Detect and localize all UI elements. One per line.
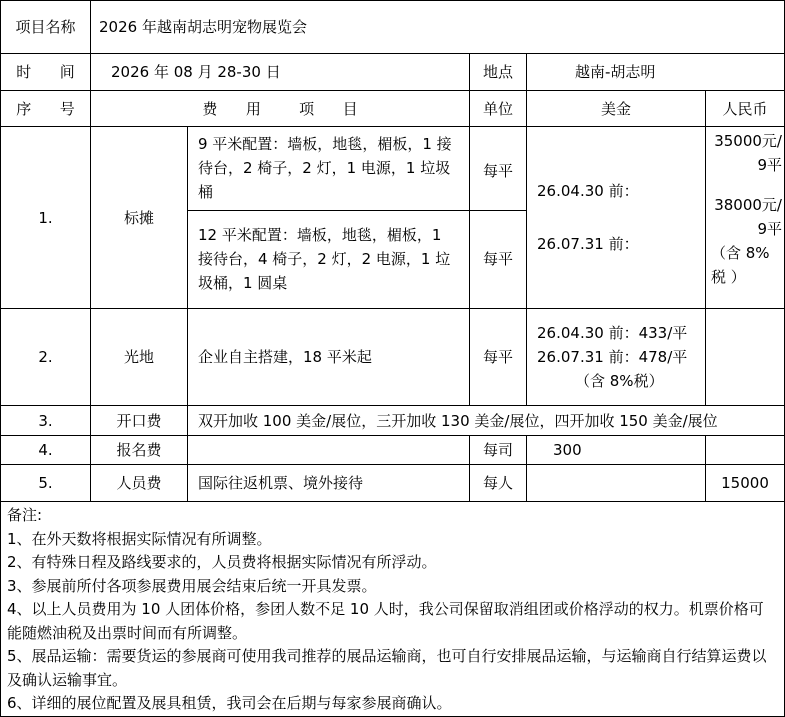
space-usd-line3: （含 8%税） bbox=[575, 372, 664, 390]
space-rmb bbox=[706, 309, 785, 406]
note-item: 2、有特殊日程及路线要求的，人员费将根据实际情况有所浮动。 bbox=[7, 553, 437, 571]
project-label: 项目名称 bbox=[1, 1, 91, 54]
opening-row bbox=[1, 406, 785, 436]
opening-name: 开口费 bbox=[91, 406, 188, 436]
space-usd-line1: 26.04.30 前：433/平 bbox=[537, 324, 688, 342]
space-desc: 企业自主搭建，18 平米起 bbox=[188, 309, 470, 406]
notes-title: 备注: bbox=[7, 506, 43, 524]
booth-rmb-12: 38000元/9平 bbox=[714, 196, 782, 238]
booth-no: 1. bbox=[1, 127, 91, 309]
booth-unit-9: 每平 bbox=[470, 127, 527, 211]
header-unit: 单位 bbox=[470, 91, 527, 127]
space-name: 光地 bbox=[91, 309, 188, 406]
time-value: 2026 年 08 月 28-30 日 bbox=[91, 54, 470, 91]
booth-config-12: 12 平米配置：墙板，地毯，楣板，1 接待台，4 椅子，2 灯，2 电源，1 垃圾桶，1 圆桌 bbox=[188, 210, 470, 308]
staff-row bbox=[1, 465, 785, 502]
registration-unit: 每司 bbox=[470, 436, 527, 465]
space-usd-line2: 26.07.31 前：478/平 bbox=[537, 348, 688, 366]
space-unit: 每平 bbox=[470, 309, 527, 406]
booth-usd-line2: 26.07.31 前： bbox=[537, 235, 639, 253]
opening-no: 3. bbox=[1, 406, 91, 436]
booth-usd bbox=[527, 127, 706, 309]
registration-name: 报名费 bbox=[91, 436, 188, 465]
time-label: 时 间 bbox=[1, 54, 91, 91]
note-item: 6、详细的展位配置及展具租赁，我司会在后期与每家参展商确认。 bbox=[7, 694, 452, 712]
note-item: 4、以上人员费用为 10 人团体价格，参团人数不足 10 人时，我公司保留取消组团或价格浮动的权力。机票价格可能随燃油税及出票时间而有所调整。 bbox=[7, 600, 764, 642]
staff-name: 人员费 bbox=[91, 465, 188, 502]
opening-desc: 双开加收 100 美金/展位，三开加收 130 美金/展位，四开加收 150 美金/展位 bbox=[188, 406, 785, 436]
header-row bbox=[1, 91, 785, 127]
registration-no: 4. bbox=[1, 436, 91, 465]
booth-row-9 bbox=[1, 127, 785, 211]
project-row bbox=[1, 1, 785, 54]
registration-desc bbox=[188, 436, 470, 465]
staff-no: 5. bbox=[1, 465, 91, 502]
staff-rmb: 15000 bbox=[706, 465, 785, 502]
location-label: 地点 bbox=[470, 54, 527, 91]
booth-rmb bbox=[706, 127, 785, 309]
note-item: 1、在外天数将根据实际情况有所调整。 bbox=[7, 529, 272, 548]
notes-cell bbox=[1, 502, 785, 717]
booth-rmb-note: （含 8%税 ） bbox=[711, 244, 770, 286]
booth-name: 标摊 bbox=[91, 127, 188, 309]
staff-unit: 每人 bbox=[470, 465, 527, 502]
location-value: 越南-胡志明 bbox=[527, 54, 785, 91]
registration-usd: 300 bbox=[527, 436, 706, 465]
booth-rmb-9: 35000元/9平 bbox=[714, 132, 782, 174]
notes-row bbox=[1, 502, 785, 717]
space-row bbox=[1, 309, 785, 406]
space-no: 2. bbox=[1, 309, 91, 406]
project-name: 2026 年越南胡志明宠物展览会 bbox=[91, 1, 785, 54]
registration-rmb bbox=[706, 436, 785, 465]
header-no: 序 号 bbox=[1, 91, 91, 127]
header-rmb: 人民币 bbox=[706, 91, 785, 127]
staff-desc: 国际往返机票、境外接待 bbox=[188, 465, 470, 502]
booth-usd-line1: 26.04.30 前： bbox=[537, 182, 639, 200]
staff-usd bbox=[527, 465, 706, 502]
space-usd bbox=[527, 309, 706, 406]
booth-unit-12: 每平 bbox=[470, 210, 527, 308]
booth-config-9: 9 平米配置：墙板，地毯，楣板，1 接待台，2 椅子，2 灯，1 电源，1 垃圾桶 bbox=[188, 127, 470, 211]
note-item: 3、参展前所付各项参展费用展会结束后统一开具发票。 bbox=[7, 576, 377, 595]
note-item: 5、展品运输：需要货运的参展商可使用我司推荐的展品运输商，也可自行安排展品运输，与运输商自行结算运费以及确认运输事宜。 bbox=[7, 647, 767, 689]
header-item: 费 用 项 目 bbox=[91, 91, 470, 127]
header-usd: 美金 bbox=[527, 91, 706, 127]
time-row bbox=[1, 54, 785, 91]
registration-row bbox=[1, 436, 785, 465]
